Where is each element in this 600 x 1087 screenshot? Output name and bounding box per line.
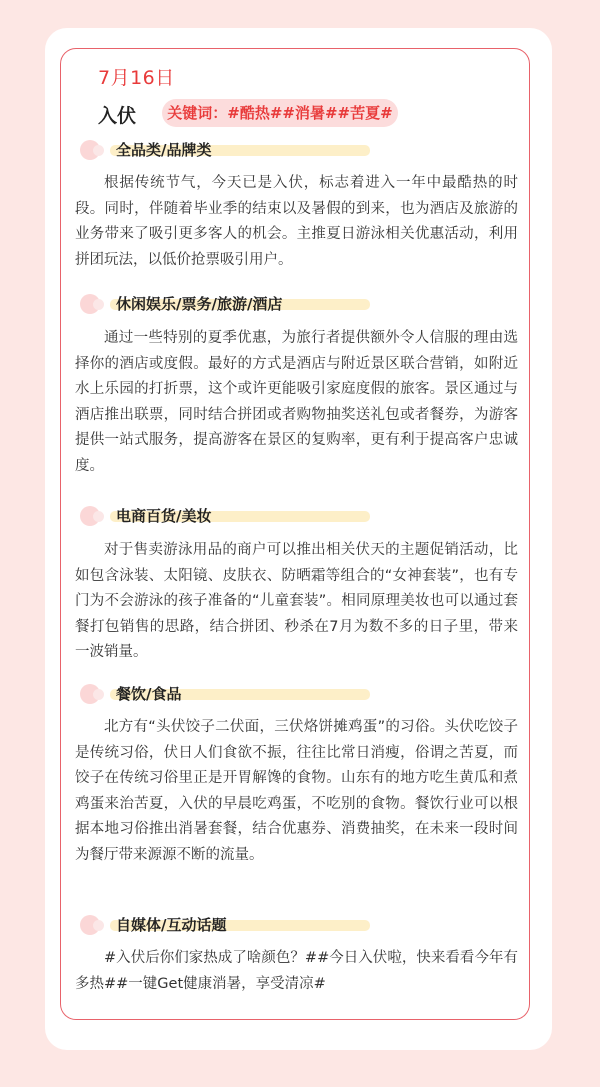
section-header-all-categories [80, 139, 375, 161]
decor-dot-small-icon [93, 145, 104, 156]
keywords-badge: 关键词：#酷热##消暑##苦夏# [162, 99, 398, 127]
decor-dot-small-icon [93, 920, 104, 931]
section-body: 北方有“头伏饺子二伏面，三伏烙饼摊鸡蛋”的习俗。头伏吃饺子是传统习俗，伏日人们食欲不振，往往比常日消瘦，俗谓之苦夏，而饺子在传统习俗里正是开胃解馋的食物。山东有的地方吃生黄瓜和煮鸡蛋来治苦夏，入伏的早晨吃鸡蛋，不吃别的食物。餐饮行业可以根据本地习俗推出消暑套餐，结合优惠券、消费抽奖，在未来一段时间为餐厅带来源源不断的流量。 [75, 719, 518, 863]
section-body: 通过一些特别的夏季优惠，为旅行者提供额外令人信服的理由选择你的酒店或度假。最好的方式是酒店与附近景区联合营销，如附近水上乐园的打折票，这个或许更能吸引家庭度假的旅客。景区通过与酒店推出联票，同时结合拼团或者购物抽奖送礼包或者餐券，为游客提供一站式服务，提高游客在景区的复购率，更有利于提高客户忠诚度。 [75, 330, 518, 474]
decor-dot-small-icon [93, 689, 104, 700]
section-header-leisure-travel [80, 293, 375, 315]
section-title: 餐饮/食品 [116, 685, 182, 703]
section-title: 电商百货/美妆 [116, 507, 212, 525]
decor-dot-small-icon [93, 299, 104, 310]
section-header-media-topics [80, 914, 375, 936]
section-body: #入伏后你们家热成了啥颜色？##今日入伏啦，快来看看今年有多热##一键Get健康消暑，享受清凉# [75, 950, 518, 992]
date-label: 7月16日 [98, 67, 175, 89]
section-header-food [80, 683, 375, 705]
solar-term-title: 入伏 [98, 105, 137, 127]
section-title: 自媒体/互动话题 [116, 916, 227, 934]
decor-dot-small-icon [93, 511, 104, 522]
section-body: 根据传统节气，今天已是入伏，标志着进入一年中最酷热的时段。同时，伴随着毕业季的结束以及暑假的到来，也为酒店及旅游的业务带来了吸引更多客人的机会。主推夏日游泳相关优惠活动，利用拼团玩法，以低价抢票吸引用户。 [75, 175, 518, 268]
section-title: 休闲娱乐/票务/旅游/酒店 [116, 295, 283, 313]
section-body: 对于售卖游泳用品的商户可以推出相关伏天的主题促销活动，比如包含泳装、太阳镜、皮肤衣、防晒霜等组合的“女神套装”，也有专门为不会游泳的孩子准备的“儿童套装”。相同原理美妆也可以通过套餐打包销售的思路，结合拼团、秒杀在7月为数不多的日子里，带来一波销量。 [75, 542, 518, 661]
section-header-ecommerce [80, 505, 375, 527]
section-title: 全品类/品牌类 [116, 141, 212, 159]
